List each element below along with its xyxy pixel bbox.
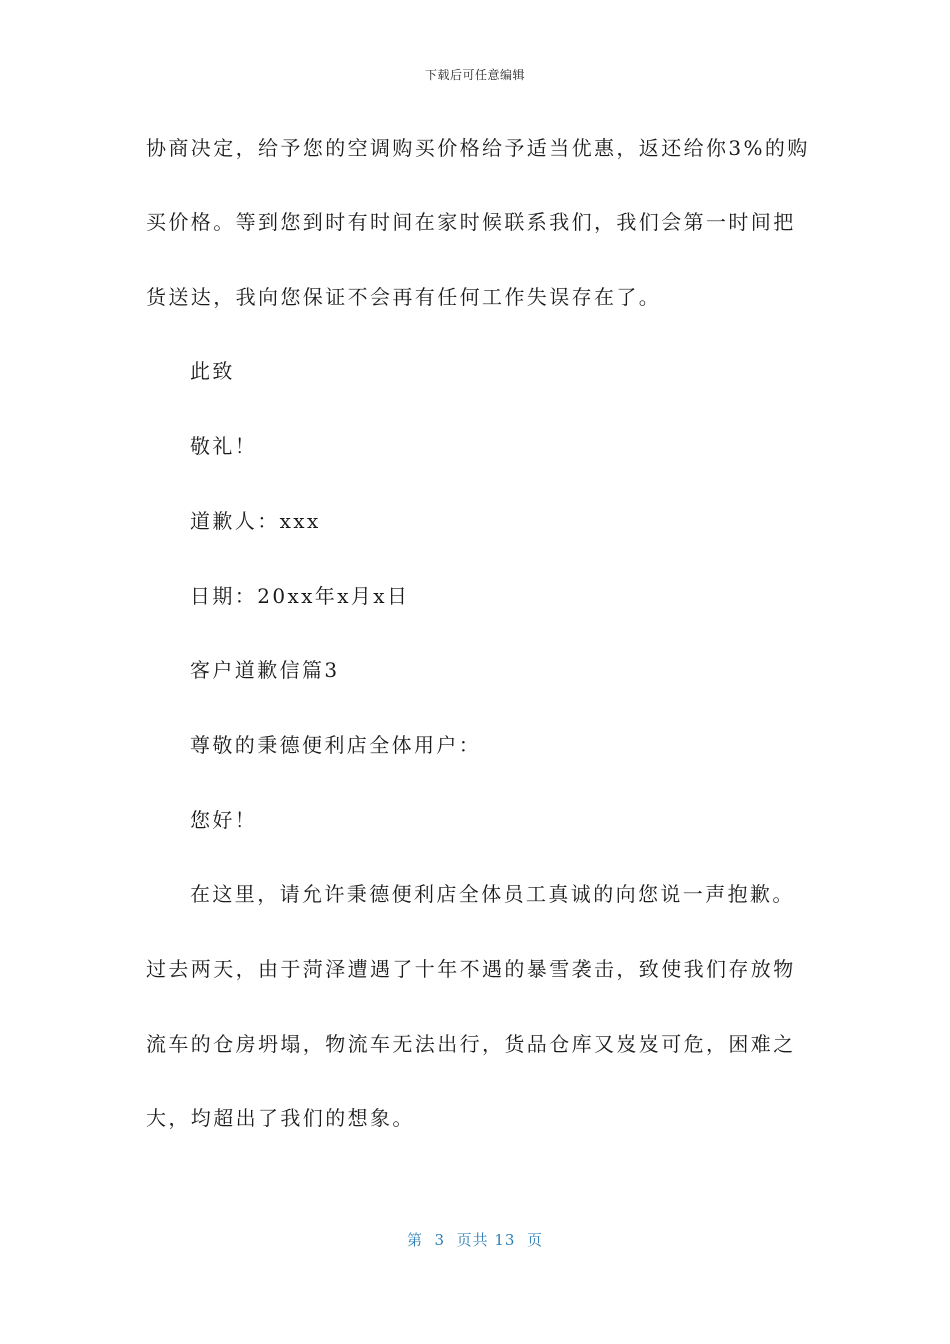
body-line-14: 大，均超出了我们的想象。: [146, 1106, 415, 1130]
body-line-2: 买价格。等到您到时有时间在家时候联系我们，我们会第一时间把: [146, 210, 796, 234]
body-line-1: 协商决定，给予您的空调购买价格给予适当优惠，返还给你3%的购: [146, 136, 810, 160]
body-line-3: 货送达，我向您保证不会再有任何工作失误存在了。: [146, 285, 662, 309]
body-line-13: 流车的仓房坍塌，物流车无法出行，货品仓库又岌岌可危，困难之: [146, 1032, 796, 1056]
letter-salutation: 尊敬的秉德便利店全体用户：: [190, 733, 482, 757]
closing-salutation: 此致: [190, 359, 235, 383]
date-line: 日期：20xx年x月x日: [190, 584, 410, 608]
signer-line: 道歉人：xxx: [190, 509, 321, 533]
greeting-line: 您好！: [190, 808, 258, 832]
page-footer: 第 3 页共 13 页: [406, 1231, 543, 1249]
section-heading: 客户道歉信篇3: [190, 658, 340, 682]
closing-regards: 敬礼！: [190, 434, 258, 458]
page-header: 下载后可任意编辑: [424, 68, 525, 82]
body-line-11: 在这里，请允许秉德便利店全体员工真诚的向您说一声抱歉。: [190, 882, 795, 906]
body-line-12: 过去两天，由于菏泽遭遇了十年不遇的暴雪袭击，致使我们存放物: [146, 957, 796, 981]
